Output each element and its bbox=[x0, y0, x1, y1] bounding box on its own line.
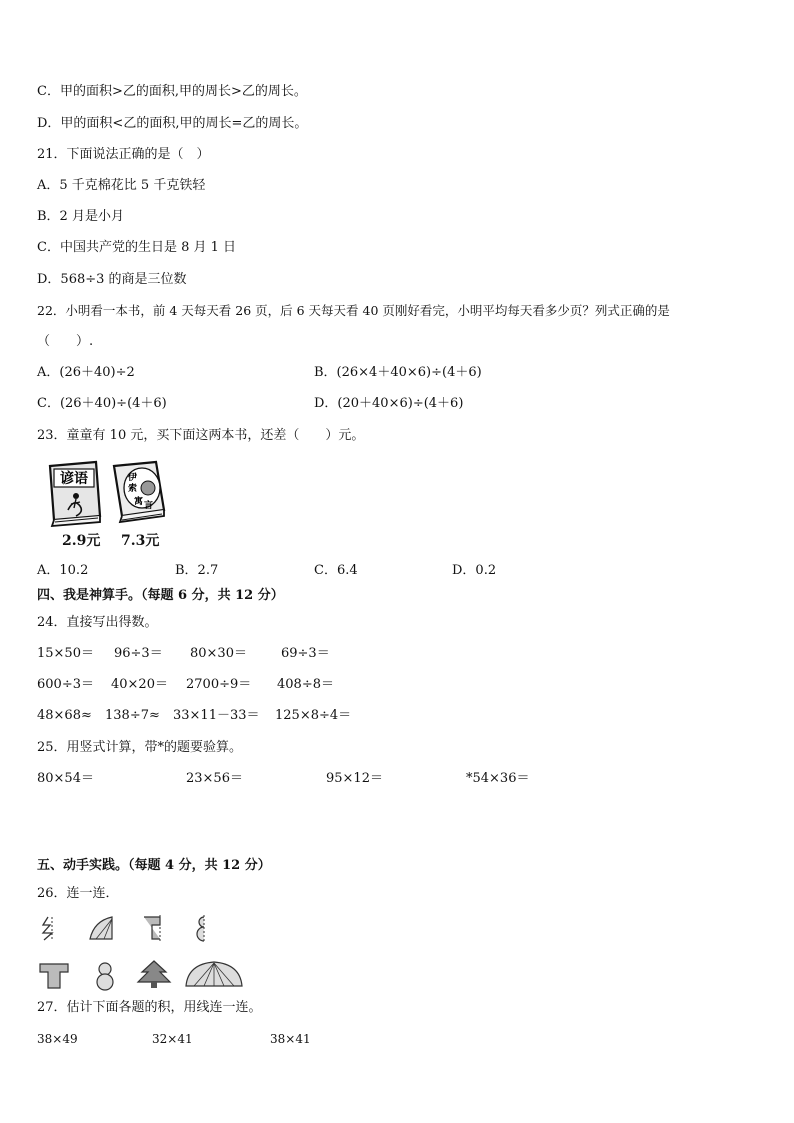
half-umbrella-icon bbox=[90, 917, 112, 939]
q24-r3-c3: 33×11－33＝ bbox=[173, 708, 260, 723]
q24-r1-c1: 15×50＝ bbox=[37, 646, 94, 661]
q24-stem: 24．直接写出得数。 bbox=[37, 615, 158, 630]
q21-option-d: D．568÷3 的商是三位数 bbox=[37, 272, 187, 287]
q24-r1-c4: 69÷3＝ bbox=[281, 646, 330, 661]
q25-item-1: 80×54＝ bbox=[37, 771, 94, 786]
q24-r2-c2: 40×20＝ bbox=[111, 677, 168, 692]
q25-item-2: 23×56＝ bbox=[186, 771, 243, 786]
q22-option-b: B．(26×4＋40×6)÷(4＋6) bbox=[314, 365, 482, 380]
q21-option-b: B．2 月是小月 bbox=[37, 209, 124, 224]
house-icon bbox=[40, 964, 68, 988]
q21-option-c: C．中国共产党的生日是 8 月 1 日 bbox=[37, 240, 237, 255]
q27-item-2: 32×41 bbox=[152, 1032, 193, 1046]
tree-icon bbox=[138, 961, 170, 988]
half-house-icon bbox=[144, 915, 160, 941]
q23-stem: 23．童童有 10 元，买下面这两本书，还差（ ）元。 bbox=[37, 428, 365, 443]
q24-r3-c2: 138÷7≈ bbox=[105, 708, 160, 723]
proverbs-book-icon bbox=[50, 462, 100, 526]
q25-item-3: 95×12＝ bbox=[326, 771, 383, 786]
q25-item-4: *54×36＝ bbox=[466, 771, 530, 786]
q22-stem-blank: （ ）. bbox=[37, 334, 94, 349]
aesop-book-icon bbox=[114, 462, 164, 522]
svg-text:寓: 寓 bbox=[134, 497, 144, 507]
books-illustration bbox=[44, 458, 174, 530]
q21-stem: 21．下面说法正确的是（ ） bbox=[37, 147, 210, 162]
q27-item-3: 38×41 bbox=[270, 1032, 311, 1046]
q23-option-a: A．10.2 bbox=[37, 563, 89, 578]
book2-price: 7.3元 bbox=[121, 533, 160, 549]
q20-option-d: D．甲的面积<乙的面积,甲的周长=乙的周长。 bbox=[37, 116, 308, 131]
q27-stem: 27．估计下面各题的积，用线连一连。 bbox=[37, 1000, 262, 1015]
section-5-title: 五、动手实践。（每题 4 分，共 12 分） bbox=[37, 858, 271, 873]
q21-option-a: A．5 千克棉花比 5 千克铁轻 bbox=[37, 178, 206, 193]
q22-option-d: D．(20＋40×6)÷(4＋6) bbox=[314, 396, 464, 411]
q20-option-c: C．甲的面积>乙的面积,甲的周长>乙的周长。 bbox=[37, 84, 307, 99]
svg-text:伊: 伊 bbox=[128, 473, 138, 483]
q24-r1-c2: 96÷3＝ bbox=[114, 646, 163, 661]
umbrella-icon bbox=[186, 962, 242, 986]
q24-r3-c1: 48×68≈ bbox=[37, 708, 92, 723]
q23-option-d: D．0.2 bbox=[452, 563, 497, 578]
q26-stem: 26．连一连． bbox=[37, 886, 119, 901]
q26-half-shapes bbox=[38, 913, 218, 943]
q27-item-1: 38×49 bbox=[37, 1032, 78, 1046]
book1-title: 谚语 bbox=[60, 471, 88, 487]
q26-full-shapes bbox=[38, 958, 248, 992]
q24-r2-c1: 600÷3＝ bbox=[37, 677, 94, 692]
svg-text:索: 索 bbox=[128, 484, 138, 494]
q22-option-c: C．(26＋40)÷(4＋6) bbox=[37, 396, 167, 411]
q23-option-c: C．6.4 bbox=[314, 563, 358, 578]
half-tree-icon bbox=[43, 917, 52, 941]
q24-r1-c3: 80×30＝ bbox=[190, 646, 247, 661]
half-snowman-icon bbox=[197, 915, 204, 942]
section-4-title: 四、我是神算手。（每题 6 分，共 12 分） bbox=[37, 588, 284, 603]
snowman-icon bbox=[97, 963, 113, 990]
q23-option-b: B．2.7 bbox=[175, 563, 219, 578]
svg-text:言: 言 bbox=[144, 501, 154, 511]
q24-r2-c3: 2700÷9＝ bbox=[186, 677, 252, 692]
q24-r3-c4: 125×8÷4＝ bbox=[275, 708, 352, 723]
book1-price: 2.9元 bbox=[62, 533, 101, 549]
q22-option-a: A．(26＋40)÷2 bbox=[37, 365, 135, 380]
q25-stem: 25．用竖式计算，带*的题要验算。 bbox=[37, 740, 243, 755]
q22-stem: 22．小明看一本书，前 4 天每天看 26 页，后 6 天每天看 40 页刚好看完，小明平均每天看多少页？列式正确的是 bbox=[37, 303, 670, 318]
q24-r2-c4: 408÷8＝ bbox=[277, 677, 334, 692]
